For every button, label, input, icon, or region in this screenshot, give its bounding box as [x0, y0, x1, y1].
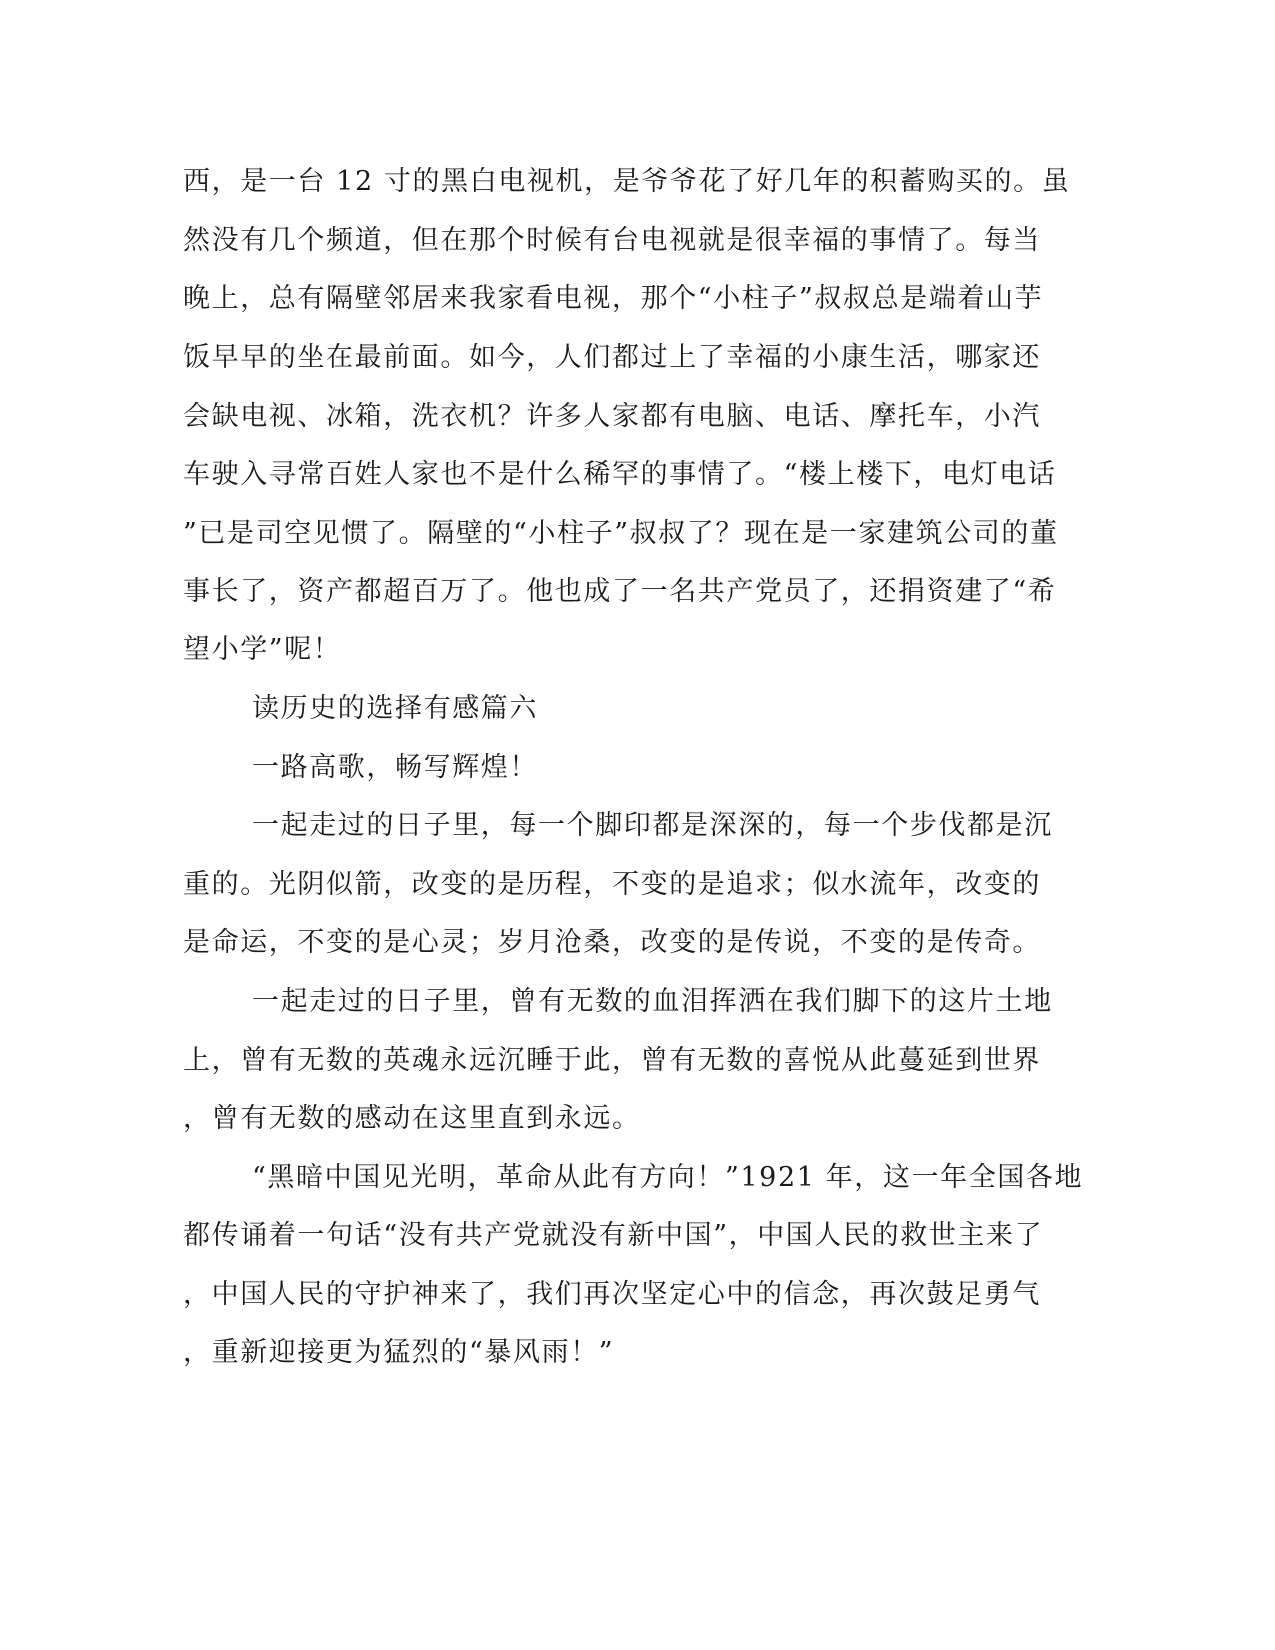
text-line: 是命运，不变的是心灵；岁月沧桑，改变的是传说，不变的是传奇。: [183, 927, 1041, 958]
subtitle: 一路高歌，畅写辉煌！: [252, 752, 538, 783]
text-line: 车驶入寻常百姓人家也不是什么稀罕的事情了。“楼上楼下，电灯电话: [183, 459, 1057, 490]
text-line: ”已是司空见惯了。隔壁的“小柱子”叔叔了？现在是一家建筑公司的董: [183, 518, 1059, 549]
text-line: 然没有几个频道，但在那个时候有台电视就是很幸福的事情了。每当: [183, 225, 1041, 256]
text-line: 事长了，资产都超百万了。他也成了一名共产党员了，还捐资建了“希: [183, 576, 1057, 607]
text-line: 西，是一台 12 寸的黑白电视机，是爷爷花了好几年的积蓄购买的。虽: [183, 166, 1071, 197]
text-line: 重的。光阴似箭，改变的是历程，不变的是追求；似水流年，改变的: [183, 869, 1041, 900]
text-line: 饭早早的坐在最前面。如今，人们都过上了幸福的小康生活，哪家还: [183, 342, 1041, 373]
text-line: 都传诵着一句话“没有共产党就没有新中国”，中国人民的救世主来了: [183, 1220, 1044, 1251]
text-line: 一起走过的日子里，曾有无数的血泪挥洒在我们脚下的这片土地: [252, 986, 1053, 1017]
text-line: 晚上，总有隔壁邻居来我家看电视，那个“小柱子”叔叔总是端着山芋: [183, 283, 1044, 314]
text-line: ，曾有无数的感动在这里直到永远。: [183, 1103, 641, 1134]
text-line: 一起走过的日子里，每一个脚印都是深深的，每一个步伐都是沉: [252, 810, 1053, 841]
text-line: 上，曾有无数的英魂永远沉睡于此，曾有无数的喜悦从此蔓延到世界: [183, 1045, 1041, 1076]
text-line: ，重新迎接更为猛烈的“暴风雨！”: [183, 1337, 615, 1368]
text-line: ，中国人民的守护神来了，我们再次坚定心中的信念，再次鼓足勇气: [183, 1279, 1041, 1310]
text-line: “黑暗中国见光明，革命从此有方向！”1921 年，这一年全国各地: [252, 1162, 1084, 1193]
section-title: 读历史的选择有感篇六: [252, 693, 538, 724]
text-line: 会缺电视、冰箱，洗衣机？许多人家都有电脑、电话、摩托车，小汽: [183, 401, 1041, 432]
text-line: 望小学”呢！: [183, 634, 342, 665]
